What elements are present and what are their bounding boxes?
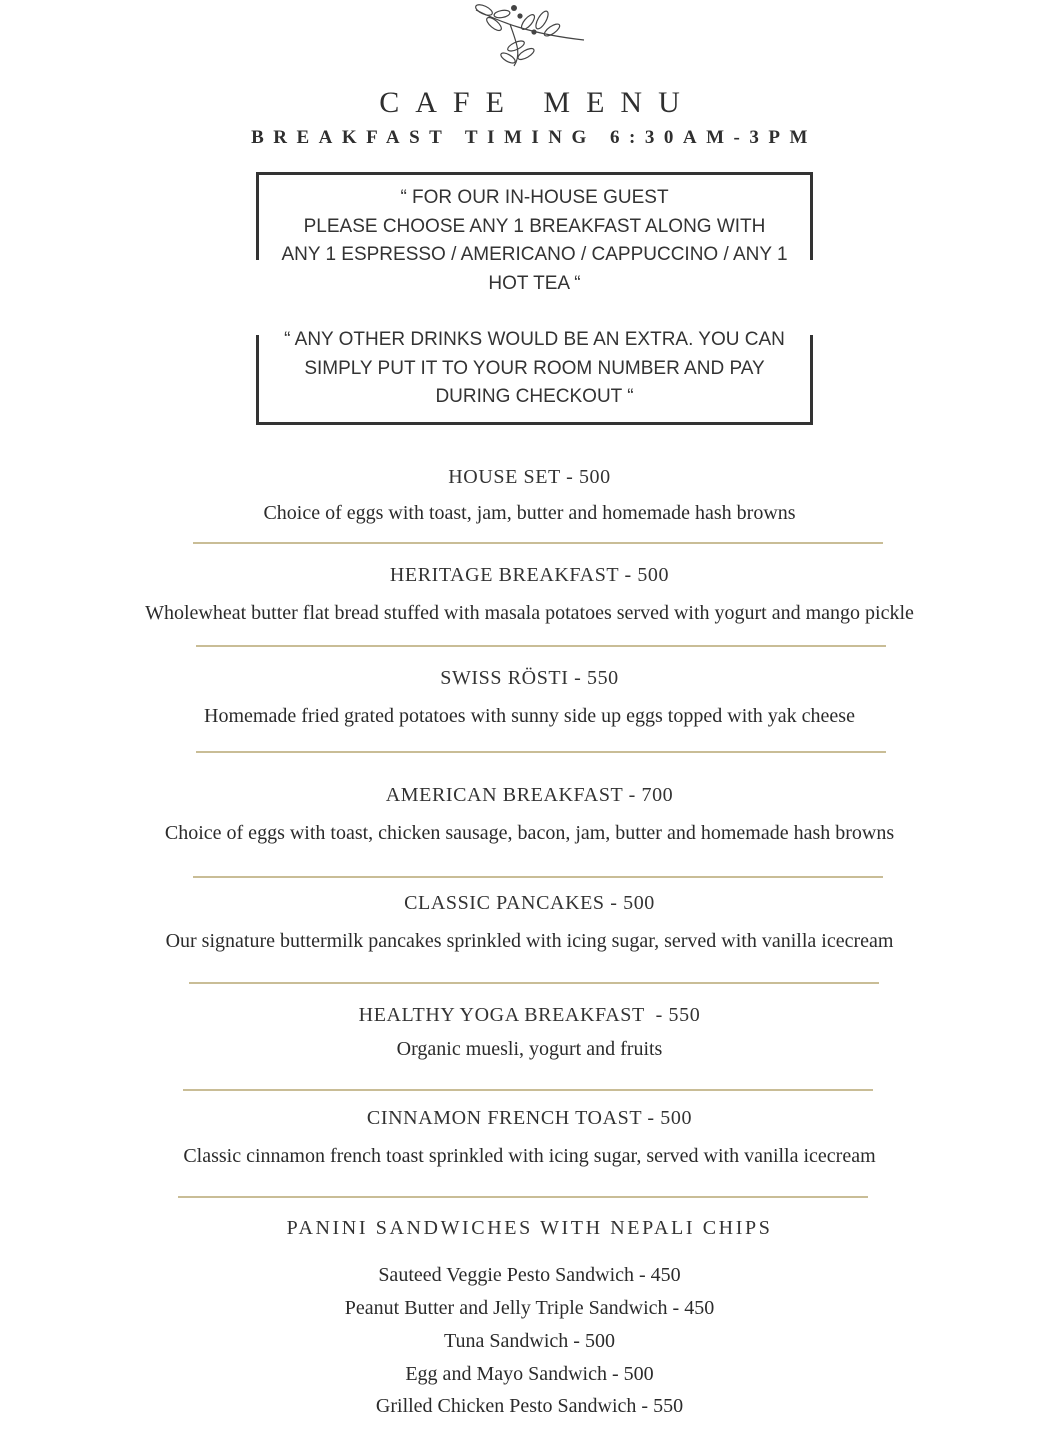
note-line: ANY 1 ESPRESSO / AMERICANO / CAPPUCCINO / ANY 1	[281, 244, 788, 265]
menu-item-name: HEALTHY YOGA BREAKFAST - 550	[358, 1004, 701, 1026]
menu-item-description: Classic cinnamon french toast sprinkled with icing sugar, served with vanilla icecream	[183, 1145, 876, 1167]
menu-item-name: AMERICAN BREAKFAST - 700	[385, 784, 674, 806]
note-line: “ FOR OUR IN-HOUSE GUEST	[400, 187, 669, 208]
menu-item-description: Our signature buttermilk pancakes sprinkled with icing sugar, served with vanilla icecream	[165, 930, 894, 952]
divider	[193, 542, 883, 544]
note-line: DURING CHECKOUT “	[435, 386, 634, 407]
note-line: PLEASE CHOOSE ANY 1 BREAKFAST ALONG WITH	[303, 215, 766, 237]
menu-item-name: HERITAGE BREAKFAST - 500	[389, 564, 670, 586]
breakfast-timing: BREAKFAST TIMING 6:30AM-3PM	[251, 127, 817, 148]
divider	[178, 1196, 868, 1198]
panini-item: Egg and Mayo Sandwich - 500	[405, 1363, 654, 1385]
divider	[196, 751, 886, 753]
menu-title: CAFE MENU	[379, 86, 696, 119]
note-line: HOT TEA “	[488, 272, 581, 294]
note-line: SIMPLY PUT IT TO YOUR ROOM NUMBER AND PAY	[304, 357, 765, 379]
menu-item-description: Wholewheat butter flat bread stuffed with masala potatoes served with yogurt and mango pickle	[145, 602, 914, 624]
panini-item: Grilled Chicken Pesto Sandwich - 550	[375, 1395, 684, 1417]
frame-bottom	[256, 422, 813, 425]
menu-item-description: Choice of eggs with toast, jam, butter and homemade hash browns	[263, 502, 796, 524]
menu-item-description: Choice of eggs with toast, chicken sausage, bacon, jam, butter and homemade hash browns	[164, 822, 895, 844]
panini-heading: PANINI SANDWICHES WITH NEPALI CHIPS	[286, 1217, 773, 1239]
divider	[196, 645, 886, 647]
guest-note	[258, 184, 811, 298]
frame-top	[256, 172, 813, 175]
panini-item: Sauteed Veggie Pesto Sandwich - 450	[378, 1264, 681, 1286]
menu-item-name: CLASSIC PANCAKES - 500	[404, 892, 655, 914]
menu-item-description: Homemade fried grated potatoes with sunny side up eggs topped with yak cheese	[204, 705, 855, 727]
extra-drinks-note	[258, 326, 811, 412]
menu-item-name: CINNAMON FRENCH TOAST - 500	[366, 1107, 693, 1129]
divider	[183, 1089, 873, 1091]
panini-item: Peanut Butter and Jelly Triple Sandwich - 450	[344, 1297, 715, 1319]
divider	[189, 982, 879, 984]
olive-sprig-icon	[470, 2, 588, 68]
menu-item-description: Organic muesli, yogurt and fruits	[396, 1038, 663, 1060]
panini-item: Tuna Sandwich - 500	[444, 1330, 615, 1352]
menu-item-name: HOUSE SET - 500	[448, 466, 611, 488]
note-line: “ ANY OTHER DRINKS WOULD BE AN EXTRA. YOU CAN	[284, 329, 785, 350]
menu-item-name: SWISS RÖSTI - 550	[440, 667, 619, 689]
divider	[193, 876, 883, 878]
